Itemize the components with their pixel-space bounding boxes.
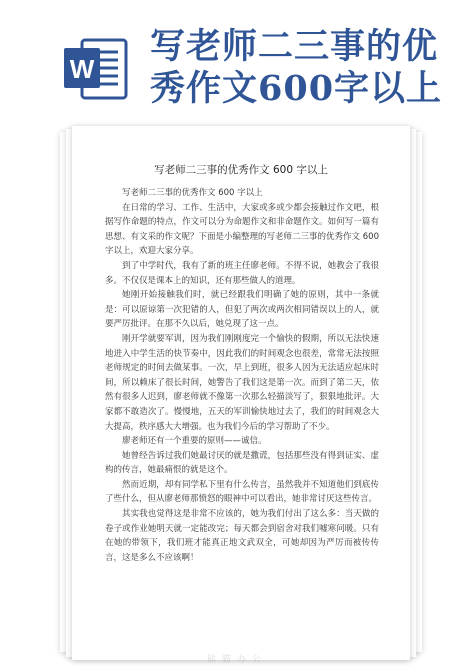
paragraph: 然而近期，却有同学私下里有什么传言，虽然我并不知道他们到底传了些什么，但从廖老师那愤怒的眼神中可以看出，她非常讨厌这些传言。 [105, 479, 379, 505]
paragraph: 她刚开始接触我们时，就已经跟我们明确了她的原则，其中一条就是：可以原谅第一次犯错的人，但犯了两次或两次相同错误以上的人，就要严厉批评。在那不久以后，她兑现了这一点。 [105, 290, 379, 330]
paragraph: 她曾经告诉过我们她最讨厌的就是撒谎，包括那些没有得到证实、虚构的传言，她最痛恨的就是这个。 [105, 450, 379, 476]
paragraph: 其实我也觉得这是非常不应该的，她为我们付出了这么多：当天做的卷子或作业她明天就一定能改完；每天都会到宿舍对我们嘘寒问暖。只有在她的带领下，我们班才能真正地文武双全，可她却因为严厉而被传传言，这是多么不应该啊！ [105, 509, 379, 563]
word-icon-letter: W [69, 54, 95, 84]
document-title: 写老师二三事的优秀作文 600 字以上 [154, 164, 328, 176]
paragraph: 刚开学就要军训，因为我们刚刚度完一个愉快的假期，所以无法快速地进入中学生活的快节奏中，因此我们的时间观念也很差，常常无法按照老师规定的时间去做某事。一次，早上到班，很多人因为无法适应起床时间，所以赖床了很长时间，她警告了我们这是第一次。而到了第二天，依然有很多人迟到，廖老师就不像第一次那么轻描淡写了，狠狠地批评。大家都不敢造次了。慢慢地，五天的军训愉快地过去了，我们的时间观念大大提高，秩序感大大增强。也为我们今后的学习帮助了不少。 [105, 333, 379, 432]
watermark: 熊猫办公 [206, 655, 267, 665]
word-document-icon [62, 36, 132, 106]
paragraph: 廖老师还有一个重要的原则——诚信。 [122, 436, 267, 447]
document-page [72, 126, 410, 660]
paragraph: 写老师二三事的优秀作文 600 字以上 [122, 188, 263, 198]
header-banner [0, 0, 474, 118]
banner-title: 写老师二三事的优秀作文600字以上 [150, 26, 443, 109]
paragraph: 到了中学时代，我有了新的班主任廖老师。不得不说，她教会了我很多。不仅仅是课本上的知识，还有那些做人的道理。 [105, 260, 379, 286]
document-body [105, 186, 379, 565]
paragraph: 在日常的学习、工作、生活中，大家或多或少都会接触过作文吧，根据写作命题的特点，作文可以分为命题作文和非命题作文。如何写一篇有思想、有文采的作文呢？下面是小编整理的写老师二三事的优秀作文 600 字以上，欢迎大家分享。 [105, 202, 379, 257]
